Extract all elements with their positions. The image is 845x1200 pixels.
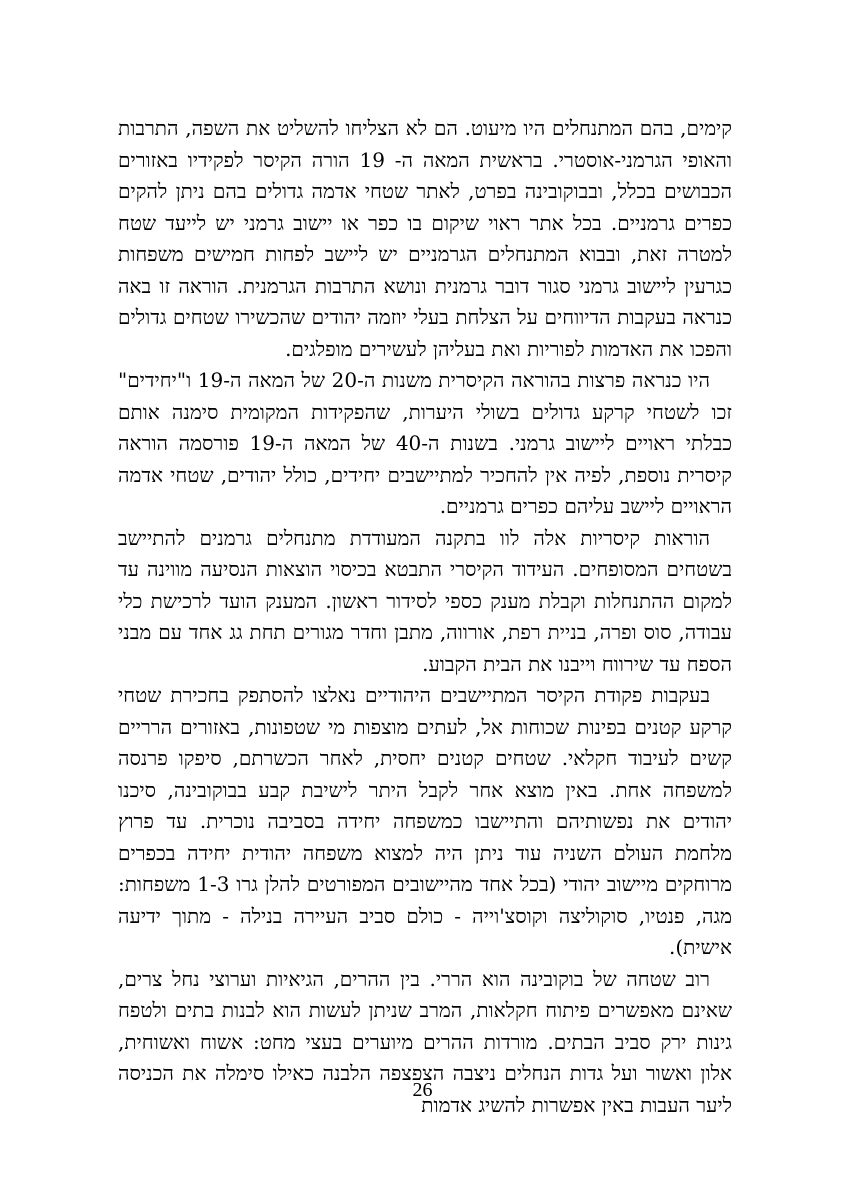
paragraph-jewish-settlers: בעקבות פקודת הקיסר המתיישבים היהודיים נאלצו להסתפק בחכירת שטחי קרקע קטנים בפינות שכוחות אל, לעתים מוצפות מי שטפונות, באזורים הרריים קשים לעיבוד חקלאי. שטחים קטנים יחסית, לאחר הכשרתם, סיפקו פרנסה למשפחה אחת. באין מוצא אחר לקבל היתר לישיבת קבע בבוקובינה, סיכנו יהודים את נפשותיהם והתיישבו כמשפחה יחידה בסביבה נוכרית. עד פרוץ מלחמת העולם השניה עוד ניתן היה למצוא משפחה יהודית יחידה בכפרים מרוחקים מיישוב יהודי (בכל אחד מהיישובים המפורטים להלן גרו 1-3 משפחות: מגה, פנטיו, סוקוליצה וקוסצ'וייה - כולם סביב העיירה בנילה - מתוך ידיעה אישית). — [118, 683, 732, 959]
paragraph-loopholes: היו כנראה פרצות בהוראה הקיסרית משנות ה-20 של המאה ה-19 ו"יחידים" זכו לשטחי קרקע גדולים בשולי היערות, שהפקידות המקומית סימנה אותם כבלתי ראויים ליישוב גרמני. בשנות ה-40 של המאה ה-19 פורסמה הוראה קיסרית נוספת, לפיה אין להחכיר למתיישבים יחידים, כולל יהודים, שטחי אדמה הראויים ליישב עליהם כפרים גרמניים. — [118, 368, 733, 518]
paragraph-bukovina-terrain: רוב שטחה של בוקובינה הוא הררי. בין ההרים, הגיאיות וערוצי נחל צרים, שאינם מאפשרים פיתוח חקלאות, המרב שניתן לעשות הוא לבנות בתים ולטפח גינות ירק סביב הבתים. מורדות ההרים מיוערים בעצי מחט: אשוח ואשוחית, אלון ואשור ועל גדות הנחלים ניצבה הצפצפה הלבנה כאילו סימלה את הכניסה ליער העבות באין אפשרות להשיג אדמות — [118, 966, 732, 1117]
document-page — [118, 113, 732, 1121]
paragraph-imperial-orders: הוראות קיסריות אלה לוו בתקנה המעודדת מתנחלים גרמנים להתיישב בשטחים המסופחים. העידוד הקיסרי התבטא בכיסוי הוצאות הנסיעה מווינה עד למקום ההתנחלות וקבלת מענק כספי לסידור ראשון. המענק הועד לרכישת כלי עבודה, סוס ופרה, בניית רפת, אורווה, מתבן וחדר מגורים תחת גג אחד עם מבני הספח עד שירווח וייבנו את הבית הקבוע. — [118, 525, 732, 676]
paragraph-continuation: קימים, בהם המתנחלים היו מיעוט. הם לא הצליחו להשליט את השפה, התרבות והאופי הגרמני-אוסטרי. בראשית המאה ה- 19 הורה הקיסר לפקידיו באזורים הכבושים בכלל, ובבוקובינה בפרט, לאתר שטחי אדמה גדולים בהם ניתן להקים כפרים גרמניים. בכל אתר ראוי שיקום בו כפר או יישוב גרמני יש לייעד שטח למטרה זאת, ובבוא המתנחלים הגרמניים יש ליישב לפחות חמישים משפחות כגרעין ליישוב גרמני סגור דובר גרמנית ונושא התרבות הגרמנית. הוראה זו באה כנראה בעקבות הדיווחים על הצלחת בעלי יוזמה יהודים שהכשירו שטחים גדולים והפכו את האדמות לפוריות ואת בעליהן לעשירים מופלגים. — [118, 116, 732, 361]
page-number: 26 — [412, 1079, 433, 1101]
